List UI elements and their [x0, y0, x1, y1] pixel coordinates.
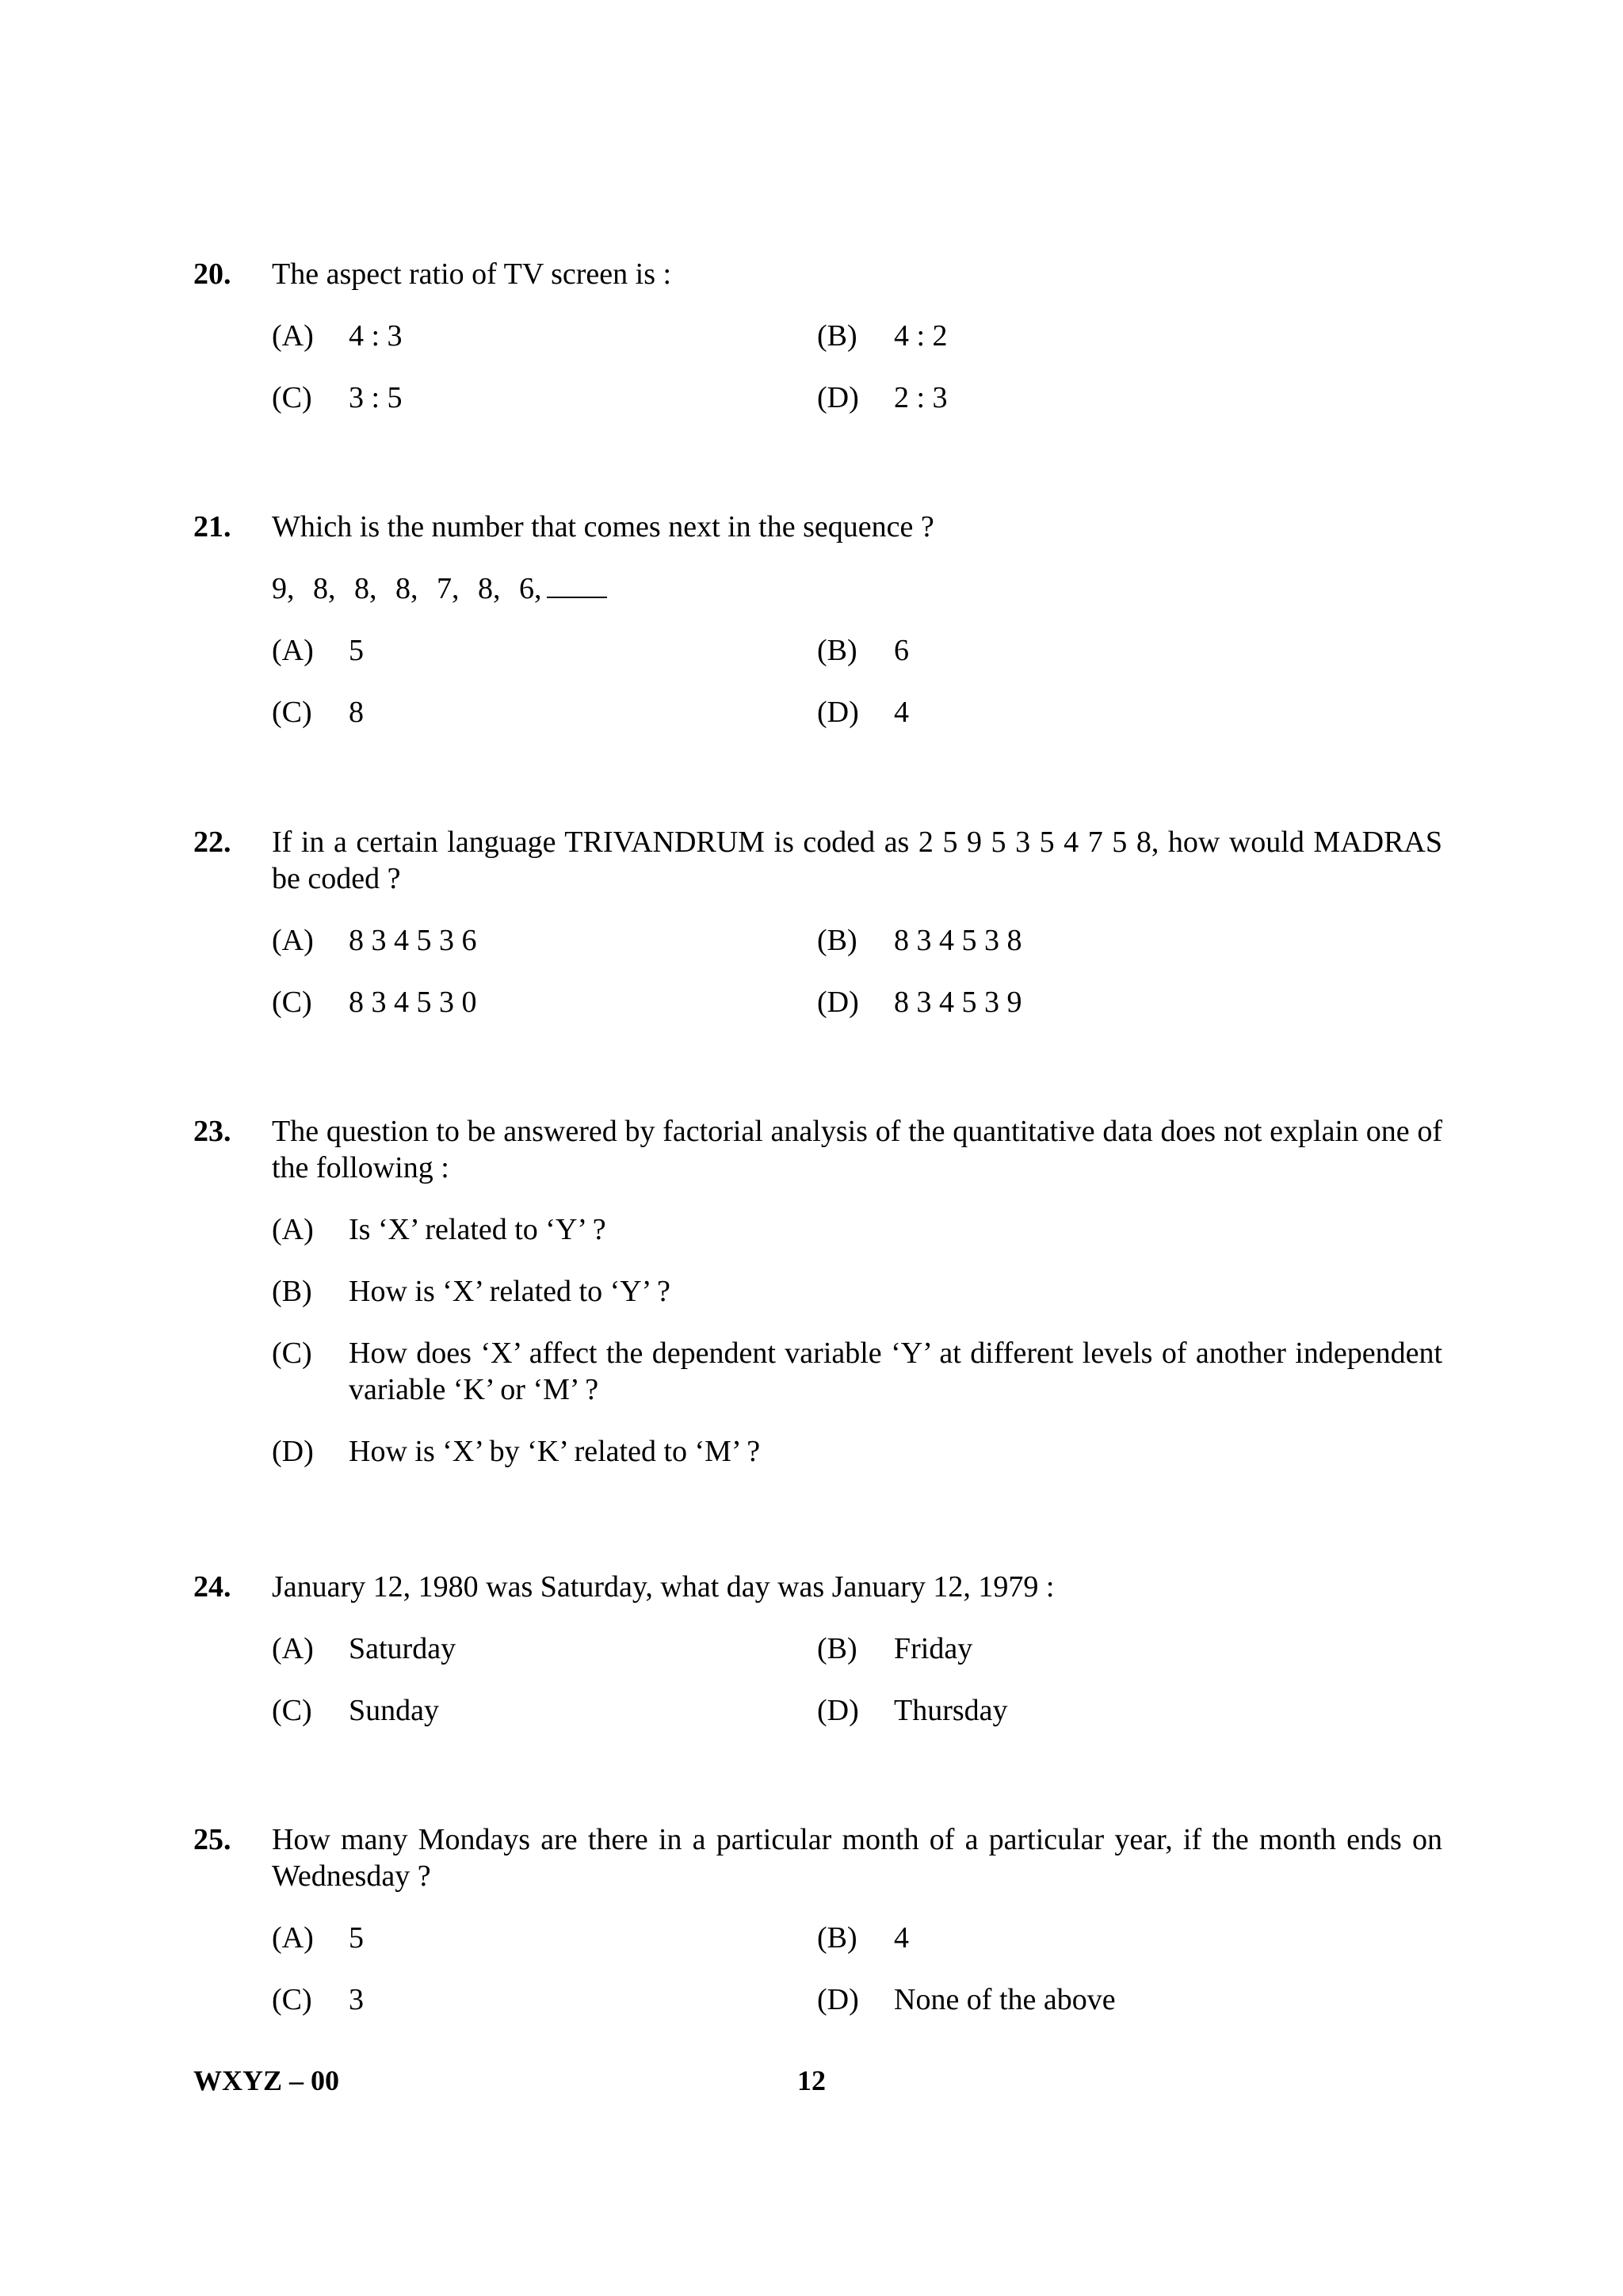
option-text: 4	[894, 1921, 909, 1955]
option-label: (A)	[272, 1213, 314, 1246]
option-label: (D)	[272, 1435, 314, 1468]
option-label: (C)	[272, 986, 312, 1019]
option-label: (A)	[272, 1921, 314, 1955]
option-text: 5	[349, 1921, 364, 1955]
option-label: (B)	[817, 634, 857, 667]
option-a	[272, 318, 817, 354]
option-label: (B)	[817, 319, 857, 353]
option-label: (A)	[272, 319, 314, 353]
option-label: (C)	[272, 1337, 312, 1370]
option-label: (A)	[272, 1632, 314, 1665]
option-a	[272, 1211, 1442, 1248]
option-label: (C)	[272, 381, 312, 414]
option-b	[817, 318, 1372, 354]
options-list	[272, 1211, 1442, 1470]
number-sequence	[272, 570, 1442, 607]
option-b	[272, 1273, 1442, 1310]
question-text: If in a certain language TRIVANDRUM is coded as 2 5 9 5 3 5 4 7 5 8, how would MADRAS be coded ?	[272, 826, 1442, 895]
options-grid	[272, 922, 1442, 1020]
option-text: 8 3 4 5 3 8	[894, 924, 1022, 957]
option-d	[817, 694, 1372, 730]
options-grid	[272, 318, 1442, 416]
option-text: 3	[349, 1983, 364, 2016]
option-c	[272, 1981, 817, 2018]
option-c	[272, 1335, 1442, 1408]
option-b	[817, 922, 1372, 959]
question-22	[193, 824, 1442, 1020]
option-a	[272, 1920, 817, 1956]
answer-blank	[547, 573, 607, 598]
option-text: 5	[349, 634, 364, 667]
option-label: (B)	[817, 1921, 857, 1955]
question-20	[193, 256, 1442, 416]
option-text: 8 3 4 5 3 0	[349, 986, 477, 1019]
option-text: 3 : 5	[349, 381, 403, 414]
question-text: The aspect ratio of TV screen is :	[272, 257, 672, 291]
option-label: (B)	[817, 1632, 857, 1665]
option-text: How does ‘X’ affect the dependent variable ‘Y’ at different levels of another independent variable ‘K’ or ‘M’ ?	[349, 1337, 1442, 1406]
option-text: 6	[894, 634, 909, 667]
option-text: 8 3 4 5 3 6	[349, 924, 477, 957]
option-label: (D)	[817, 381, 859, 414]
question-number: 20.	[193, 257, 231, 291]
option-text: Saturday	[349, 1632, 456, 1665]
option-text: 8 3 4 5 3 9	[894, 986, 1022, 1019]
question-number: 24.	[193, 1570, 231, 1604]
option-b	[817, 632, 1372, 669]
option-d	[817, 1692, 1372, 1729]
option-d	[817, 984, 1372, 1020]
option-c	[272, 694, 817, 730]
option-a	[272, 922, 817, 959]
option-label: (B)	[272, 1275, 312, 1308]
option-label: (C)	[272, 1694, 312, 1727]
option-text: 4 : 3	[349, 319, 403, 353]
booklet-code: WXYZ – 00	[193, 2065, 340, 2096]
option-b	[817, 1920, 1372, 1956]
question-number: 23.	[193, 1115, 231, 1148]
option-label: (A)	[272, 924, 314, 957]
option-text: 4 : 2	[894, 319, 948, 353]
options-grid	[272, 632, 1442, 730]
option-a	[272, 632, 817, 669]
question-number: 25.	[193, 1823, 231, 1856]
option-d	[817, 1981, 1372, 2018]
option-label: (B)	[817, 924, 857, 957]
option-label: (D)	[817, 696, 859, 729]
sequence-values: 9, 8, 8, 8, 7, 8, 6,	[272, 572, 542, 605]
question-25	[193, 1821, 1442, 2018]
option-label: (D)	[817, 1983, 859, 2016]
question-text: The question to be answered by factorial analysis of the quantitative data does not explain one of the following :	[272, 1115, 1442, 1184]
option-text: 2 : 3	[894, 381, 948, 414]
page-number: 12	[797, 2065, 826, 2096]
option-text: 4	[894, 696, 909, 729]
option-text: None of the above	[894, 1983, 1116, 2016]
question-text: Which is the number that comes next in the sequence ?	[272, 510, 934, 543]
option-c	[272, 379, 817, 416]
option-text: Friday	[894, 1632, 973, 1665]
options-grid	[272, 1630, 1442, 1729]
question-number: 21.	[193, 510, 231, 543]
option-text: 8	[349, 696, 364, 729]
option-d	[817, 379, 1372, 416]
option-label: (D)	[817, 986, 859, 1019]
question-number: 22.	[193, 826, 231, 859]
question-text: January 12, 1980 was Saturday, what day was January 12, 1979 :	[272, 1570, 1055, 1604]
option-b	[817, 1630, 1372, 1667]
option-d	[272, 1433, 1442, 1470]
option-text: How is ‘X’ related to ‘Y’ ?	[349, 1275, 670, 1308]
question-24	[193, 1569, 1442, 1729]
option-text: Sunday	[349, 1694, 439, 1727]
option-label: (C)	[272, 1983, 312, 2016]
option-label: (D)	[817, 1694, 859, 1727]
option-label: (A)	[272, 634, 314, 667]
option-text: Is ‘X’ related to ‘Y’ ?	[349, 1213, 606, 1246]
option-a	[272, 1630, 817, 1667]
question-23	[193, 1113, 1442, 1470]
option-text: Thursday	[894, 1694, 1008, 1727]
options-grid	[272, 1920, 1442, 2018]
question-21	[193, 509, 1442, 730]
option-label: (C)	[272, 696, 312, 729]
option-c	[272, 1692, 817, 1729]
question-text: How many Mondays are there in a particular month of a particular year, if the month ends on Wednesday ?	[272, 1823, 1442, 1893]
option-text: How is ‘X’ by ‘K’ related to ‘M’ ?	[349, 1435, 761, 1468]
option-c	[272, 984, 817, 1020]
